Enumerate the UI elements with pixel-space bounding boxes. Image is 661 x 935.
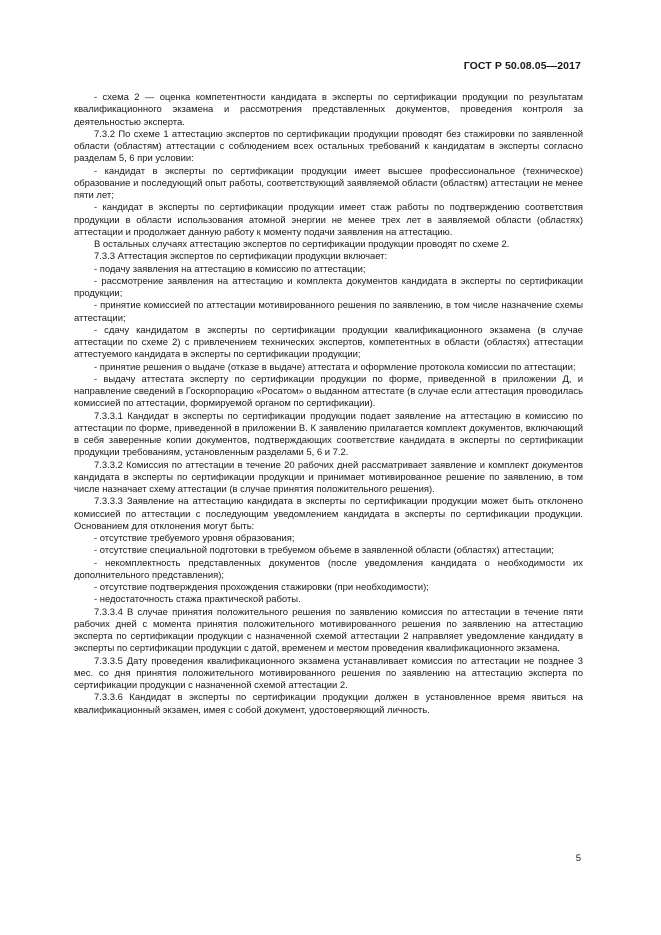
- paragraph: - кандидат в эксперты по сертификации продукции имеет стаж работы по подтверждению соответствия продукции в области использования атомной энергии не менее трех лет в заявляемой области (областях) аттестации и продолжает данную работу к моменту подачи заявления на аттестацию.: [74, 202, 583, 238]
- paragraph: 7.3.3 Аттестация экспертов по сертификации продукции включает:: [94, 251, 388, 263]
- paragraph: 7.3.3.6 Кандидат в эксперты по сертификации продукции должен в установленное время явиться на квалификационный экзамен, имея с собой документ, удостоверяющий личность.: [74, 692, 583, 716]
- paragraph: - принятие комиссией по аттестации мотивированного решения по заявлению, в том числе назначение схемы аттестации;: [74, 300, 583, 324]
- paragraph: - отсутствие требуемого уровня образования;: [94, 533, 295, 544]
- paragraph: 7.3.3.1 Кандидат в эксперты по сертификации продукции подает заявление на аттестацию в комиссию по аттестации по форме, приведенной в приложении В. К заявлению прилагается комплект документов, включающий в себя заверенные копии документов, подтверждающих соответствие кандидата в эксперты по сертификации продукции требованиям, установленным разделами 5, 6 и 7.2.: [74, 410, 583, 459]
- page-number: 5: [575, 853, 581, 864]
- paragraph: 7.3.3.4 В случае принятия положительного решения по заявлению комиссия по аттестации в течение пяти рабочих дней с момента принятия положительного мотивированного решения по заявлению на аттестацию эксперта по сертификации продукции с назначенной схемой аттестации 2 направляет уведомление кандидату в эксперты по сертификации продукции с датой, временем и местом проведения квалификационного экзамена.: [74, 606, 583, 655]
- paragraph: - отсутствие подтверждения прохождения стажировки (при необходимости);: [94, 582, 429, 593]
- paragraph: - сдачу кандидатом в эксперты по сертификации продукции квалификационного экзамена (в случае аттестации по схеме 2) с привлечением технических экспертов, компетентных в области (областях) аттестации аттестуемого кандидата в эксперты по сертификации продукции;: [74, 324, 583, 361]
- paragraph: 7.3.2 По схеме 1 аттестацию экспертов по сертификации продукции проводят без стажировки по заявленной области (областям) аттестации с соблюдением всех остальных требований к кандидатам в эксперты согласно разделам 5, 6 при условии:: [74, 128, 583, 165]
- paragraph: - некомплектность представленных документов (после уведомления кандидата о необходимости их дополнительного представления);: [74, 557, 583, 581]
- paragraph: - принятие решения о выдаче (отказе в выдаче) аттестата и оформление протокола комиссии по аттестации;: [94, 361, 576, 373]
- paragraph: - рассмотрение заявления на аттестацию и комплекта документов кандидата в эксперты по сертификации продукции;: [74, 275, 583, 299]
- paragraph: - выдачу аттестата эксперту по сертификации продукции по форме, приведенной в приложении Д, и направление сведений в Госкорпорацию «Росатом» о выданном аттестате (в случае если аттестация проводилась комиссией по аттестации, формируемой органом по сертификации).: [74, 373, 583, 410]
- document-body: [74, 92, 583, 717]
- paragraph: 7.3.3.3 Заявление на аттестацию кандидата в эксперты по сертификации продукции может быть отклонено комиссией по аттестации с последующим уведомлением кандидата в эксперты по сертификации продукции. Основанием для отклонения могут быть:: [74, 496, 583, 532]
- paragraph: 7.3.3.5 Дату проведения квалификационного экзамена устанавливает комиссия по аттестации не позднее 3 мес. со дня принятия положительного мотивированного решения по заявлению на аттестацию эксперта по сертификации продукции с назначенной схемой аттестации 2.: [74, 655, 583, 691]
- paragraph: - недостаточность стажа практической работы.: [94, 594, 301, 606]
- paragraph: В остальных случаях аттестацию экспертов по сертификации продукции проводят по схеме 2.: [94, 239, 510, 250]
- paragraph: - отсутствие специальной подготовки в требуемом объеме в заявленной области (областях) аттестации;: [94, 545, 554, 557]
- page-header-standard-code: ГОСТ Р 50.08.05—2017: [463, 60, 581, 72]
- paragraph: - подачу заявления на аттестацию в комиссию по аттестации;: [94, 263, 366, 275]
- paragraph: - схема 2 — оценка компетентности кандидата в эксперты по сертификации продукции по результатам квалификационного экзамена и рассмотрения представленных документов, проведения контроля за деятельностью эксперта.: [74, 92, 583, 128]
- paragraph: 7.3.3.2 Комиссия по аттестации в течение 20 рабочих дней рассматривает заявление и комплект документов кандидата в эксперты по сертификации продукции и принимает мотивированное решение по заявлению, в том числе назначает схему аттестации (в случае принятия положительного решения).: [74, 459, 583, 495]
- paragraph: - кандидат в эксперты по сертификации продукции имеет высшее профессиональное (техническое) образование и последующий опыт работы, соответствующий заявляемой области (областям) аттестации не менее пяти лет;: [74, 165, 583, 201]
